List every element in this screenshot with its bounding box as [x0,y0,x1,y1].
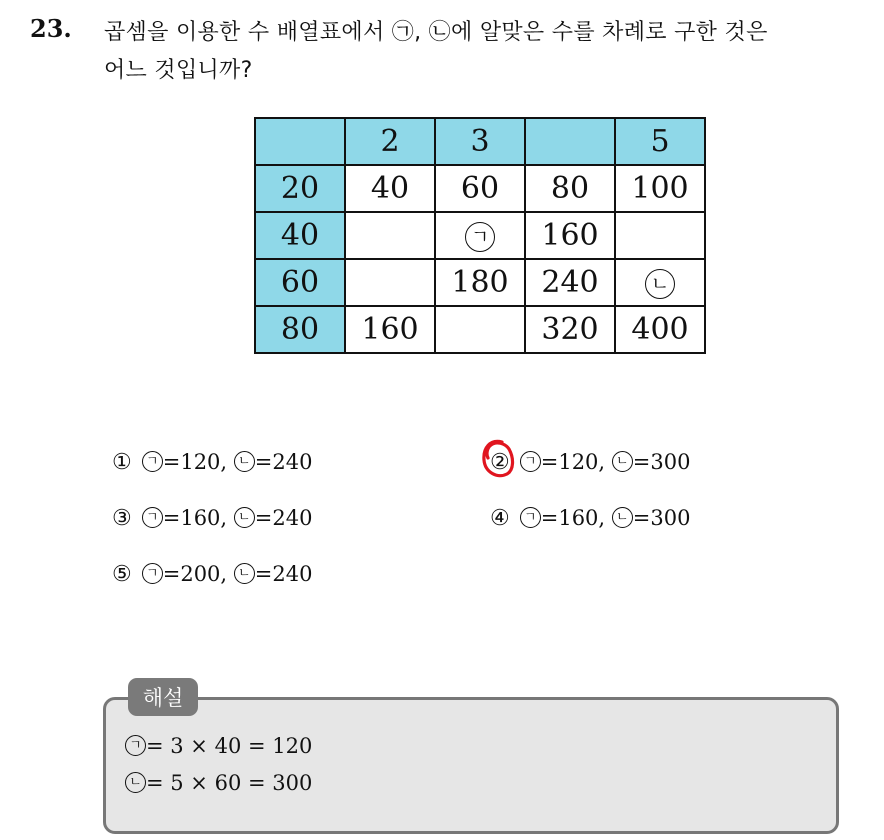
circled-nieun-symbol: ㄴ [645,269,675,299]
table-cell: 160 [525,212,615,259]
choice-2[interactable] [490,450,690,475]
circled-giyeok-icon: ㄱ [520,507,541,528]
table-cell [345,212,435,259]
table-header-cell: 2 [345,118,435,165]
table-row [255,165,705,212]
table-cell: 240 [525,259,615,306]
circled-nieun-icon: ㄴ [234,507,255,528]
table-row [255,212,705,259]
table-row [255,306,705,353]
choice-number: ② [490,450,510,475]
choice-value-a: =160, [162,506,228,530]
choice-value-b: =300 [632,506,691,530]
explanation-formula: = 5 × 60 = 300 [146,771,313,795]
table-row-header: 20 [255,165,345,212]
choice-number: ③ [112,506,132,531]
explanation-line-1 [125,734,312,758]
table-header-cell: 3 [435,118,525,165]
explanation-box [103,697,839,834]
table-cell: 180 [435,259,525,306]
choice-value-b: =300 [632,450,691,474]
choice-value-b: =240 [254,450,313,474]
circled-giyeok-icon: ㄱ [142,563,163,584]
table-row-header: 60 [255,259,345,306]
table-header-row [255,118,705,165]
table-cell: 60 [435,165,525,212]
choice-5[interactable] [112,562,312,587]
question-line-1: 곱셈을 이용한 수 배열표에서 ㉠, ㉡에 알맞은 수를 차례로 구한 것은 [104,20,768,45]
table-header-cell [255,118,345,165]
choice-value-a: =160, [540,506,606,530]
circled-giyeok-icon: ㄱ [142,507,163,528]
circled-nieun-icon: ㄴ [612,451,633,472]
circled-giyeok-symbol: ㄱ [465,222,495,252]
multiplication-table [254,117,706,354]
table-cell: 400 [615,306,705,353]
circled-nieun-icon: ㄴ [234,563,255,584]
table-cell: 40 [345,165,435,212]
choice-number: ④ [490,506,510,531]
circled-nieun-icon: ㄴ [612,507,633,528]
circled-giyeok-icon: ㄱ [142,451,163,472]
choice-value-b: =240 [254,506,313,530]
explanation-line-2 [125,771,312,795]
table-cell-giyeok [435,212,525,259]
answer-mark-circle-icon [480,436,516,482]
choice-number: ① [112,450,132,475]
question-line-2: 어느 것입니까? [104,58,253,83]
question-number: 23. [30,14,72,43]
table-cell [615,212,705,259]
question-text [104,14,874,90]
choice-3[interactable] [112,506,312,531]
table-cell [435,306,525,353]
table-row-header: 40 [255,212,345,259]
circled-giyeok-icon: ㄱ [520,451,541,472]
choice-value-a: =120, [162,450,228,474]
circled-nieun-icon: ㄴ [234,451,255,472]
choice-number: ⑤ [112,562,132,587]
table-cell: 100 [615,165,705,212]
table-header-cell [525,118,615,165]
table-row-header: 80 [255,306,345,353]
explanation-label: 해설 [128,678,198,716]
table-cell: 160 [345,306,435,353]
table-cell: 80 [525,165,615,212]
table-cell: 320 [525,306,615,353]
table-cell [345,259,435,306]
choice-value-b: =240 [254,562,313,586]
circled-nieun-icon: ㄴ [125,772,146,793]
table-header-cell: 5 [615,118,705,165]
choice-1[interactable] [112,450,312,475]
choice-value-a: =120, [540,450,606,474]
choice-4[interactable] [490,506,690,531]
table-row [255,259,705,306]
explanation-formula: = 3 × 40 = 120 [146,734,313,758]
choice-value-a: =200, [162,562,228,586]
table-cell-nieun [615,259,705,306]
circled-giyeok-icon: ㄱ [125,735,146,756]
